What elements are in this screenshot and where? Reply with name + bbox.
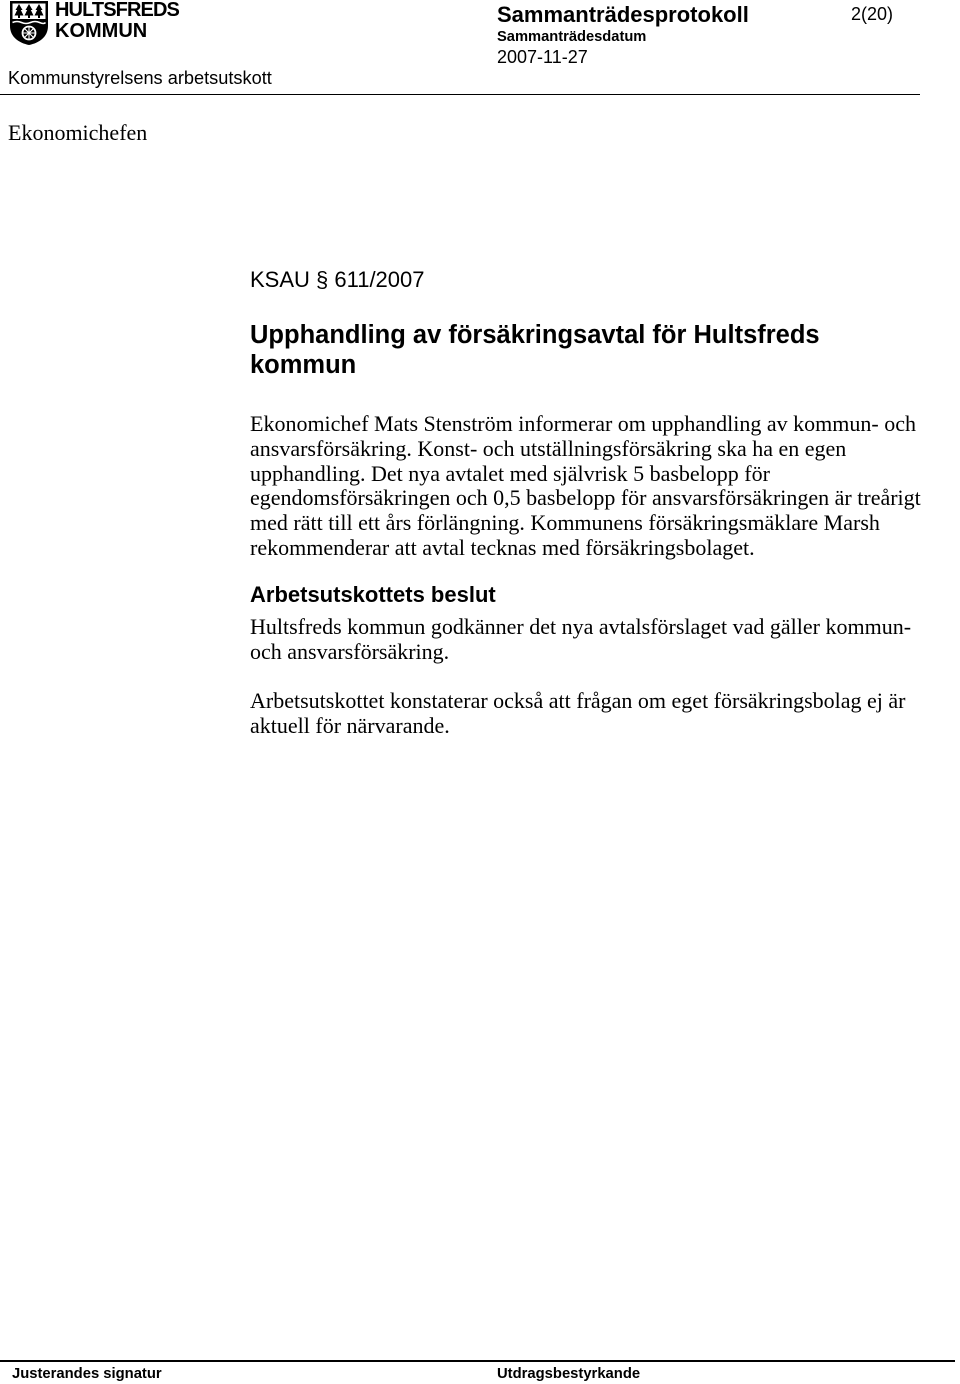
- body-line: ansvarsförsäkring. Konst- och utställningsförsäkring ska ha en egen: [250, 435, 847, 461]
- decision-line: Arbetsutskottet konstaterar också att frågan om eget försäkringsbolag ej är: [250, 688, 906, 714]
- section-title-line: kommun: [250, 351, 357, 379]
- document-type-title: Sammanträdesprotokoll: [497, 2, 749, 27]
- body-line: egendomsförsäkringen och 0,5 basbelopp för ansvarsförsäkringen är treårigt: [250, 485, 921, 511]
- signature-label: Justerandes signatur: [12, 1366, 162, 1382]
- decision-text: [250, 615, 911, 739]
- body-line: upphandling. Det nya avtalet med självrisk 5 basbelopp för: [250, 460, 770, 486]
- section-title-line: Upphandling av försäkringsavtal för Hultsfreds: [250, 321, 820, 349]
- page-number: 2(20): [851, 4, 894, 24]
- certification-label: Utdragsbestyrkande: [497, 1366, 641, 1382]
- meeting-date: 2007-11-27: [497, 47, 588, 67]
- body-line: med rätt till ett års förlängning. Kommunens försäkringsmäklare Marsh: [250, 510, 880, 536]
- decision-line: aktuell för närvarande.: [250, 713, 450, 739]
- decision-heading: Arbetsutskottets beslut: [250, 582, 496, 607]
- decision-line: Hultsfreds kommun godkänner det nya avtalsförslaget vad gäller kommun-: [250, 614, 912, 639]
- logo-name-hultsfreds: HULTSFREDS: [55, 0, 179, 21]
- section-body: [250, 412, 921, 561]
- decision-paragraph: [250, 615, 911, 665]
- section-title: [250, 320, 820, 380]
- tree-icon: [15, 4, 44, 18]
- decision-line: och ansvarsförsäkring.: [250, 638, 450, 664]
- decision-paragraph: [250, 689, 911, 739]
- footer-rule: [0, 1360, 955, 1362]
- logo-name-kommun: KOMMUN: [55, 20, 148, 42]
- meeting-date-label: Sammanträdesdatum: [497, 29, 647, 45]
- wheel-icon: [23, 27, 36, 40]
- header-rule: [0, 94, 920, 95]
- body-line: Ekonomichef Mats Stenström informerar om upphandling av kommun- och: [250, 411, 916, 436]
- paragraph-reference: KSAU § 611/2007: [250, 267, 425, 292]
- recipient: Ekonomichefen: [8, 120, 148, 145]
- body-line: rekommenderar att avtal tecknas med försäkringsbolaget.: [250, 534, 755, 560]
- coat-of-arms-icon: [9, 0, 49, 46]
- committee-name: Kommunstyrelsens arbetsutskott: [8, 68, 272, 88]
